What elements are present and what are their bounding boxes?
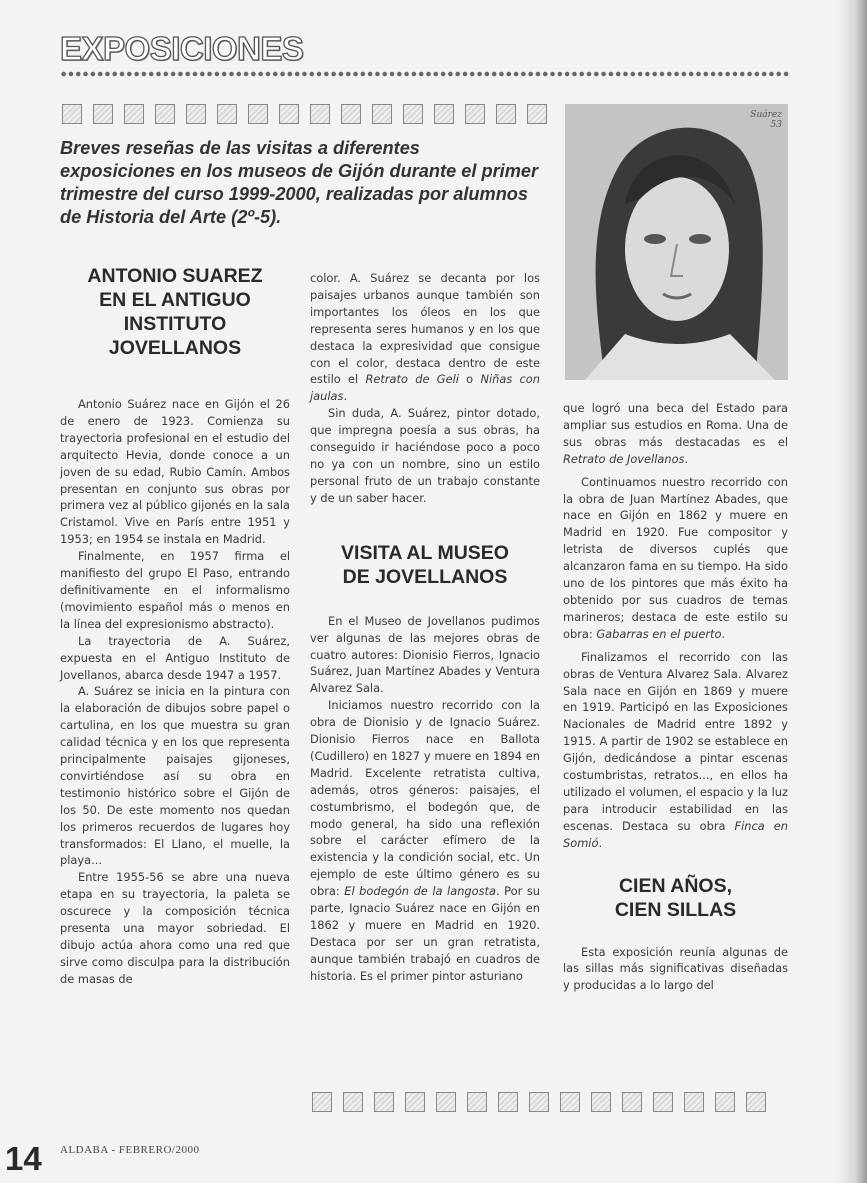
page-edge-shadow: [837, 0, 867, 1183]
portrait-painting: [565, 104, 788, 380]
article1-paragraph: Finalmente, en 1957 firma el manifiesto del grupo El Paso, entrando definitivamente en el informalismo (movimiento español más o menos en la línea del expresionismo abstracto).: [60, 549, 290, 631]
article2-paragraph: Finalizamos el recorrido con las obras de Ventura Alvarez Sala. Alvarez Sala nace en Gijón en 1869 y muere en 1919. Participó en las Exposiciones Nacionales de Madrid entre 1892 y 1915. A partir de 1902 se establece en Gijón, dedicándose a pintar escenas costumbristas, retratos..., en ellos ha utilizado el volumen, el espacio y la luz para introducir estabilidad en las escenas. Destaca su obra Finca en Somió.: [563, 649, 788, 850]
article1-paragraph: A. Suárez se inicia en la pintura con la elaboración de dibujos sobre papel o cartulina, en los que muestra su gran calidad técnica y en los que representa principalmente paisajes gijoneses, convirtiéndose así su obra en testimonio histórico sobre el Gijón de los 50. De este momento nos quedan los primeros recuerdos de lugares hoy transformados: El Llano, el muelle, la playa...: [60, 684, 290, 868]
article1-paragraph: Antonio Suárez nace en Gijón el 26 de enero de 1923. Comienza su trayectoria profesional en el estudio del arquitecto Hevia, donde conoce a un joven de su edad, Rubio Camín. Ambos presentan en conjunto sus obras por primera vez al público gijonés en la sala Cristamol. Vive en París entre 1951 y 1953; en 1954 se instala en Madrid.: [60, 397, 290, 547]
column-3: [563, 400, 788, 994]
article1-paragraph: Entre 1955-56 se abre una nueva etapa en su trayectoria, la paleta se oscurece y la composición técnica presenta una mayor sobriedad. El dibujo actúa ahora como una red que sirve como disculpa para la distribución de masas de: [60, 870, 290, 986]
article1-paragraph: Sin duda, A. Suárez, pintor dotado, que impregna poesía a sus obras, ha conseguido ir haciéndose poco a poco no ya con un nombre, sino un estilo personal fruto de un trabajo constante y de un saber hacer.: [310, 406, 540, 505]
intro-text: Breves reseñas de las visitas a diferentes exposiciones en los museos de Gijón durante el primer trimestre del curso 1999-2000, realizadas por alumnos de Historia del Arte (2º-5).: [60, 138, 539, 227]
article1-paragraph: La trayectoria de A. Suárez, expuesta en el Antiguo Instituto de Jovellanos, abarca desde 1947 a 1957.: [60, 633, 290, 682]
footer-publication: ALDABA - FEBRERO/2000: [60, 1144, 200, 1156]
article2-title: VISITA AL MUSEO DE JOVELLANOS: [341, 541, 509, 588]
article2-paragraph: que logró una beca del Estado para ampliar sus estudios en Roma. Una de sus obras más destacadas es el Retrato de Jovellanos.: [563, 401, 788, 466]
article3-title: CIEN AÑOS, CIEN SILLAS: [614, 874, 737, 921]
article3-paragraph: Esta exposición reunía algunas de las sillas más significativas diseñadas y producidas a lo largo del: [563, 944, 788, 993]
column-1: [60, 264, 290, 988]
dotted-rule: [60, 68, 790, 80]
page-number: 14: [5, 1140, 42, 1177]
column-2: [310, 270, 540, 985]
decorative-squares-top: [62, 104, 558, 124]
article2-paragraph: Iniciamos nuestro recorrido con la obra de Dionisio y de Ignacio Suárez. Dionisio Fierros nace en Ballota (Cudillero) en 1827 y muere en 1894 en Madrid. Excelente retratista cultiva, además, otros géneros: paisajes, el costumbrismo, el bodegón que, de modo general, ha sido una reflexión sobre el carácter efímero de la existencia y la condición social, etc. Un ejemplo de este último género es su obra: El bodegón de la langosta. Por su parte, Ignacio Suárez nace en Gijón en 1862 y muere en Madrid en 1920. Destaca por ser un gran retratista, aunque también trabajó en cuadros de historia. Es el primer pintor asturiano: [310, 698, 540, 983]
article1-paragraph: color. A. Suárez se decanta por los paisajes urbanos aunque también son importantes los óleos en los que representa seres humanos y en los que destaca la expresividad que consigue con el color, destaca dentro de este estilo el Retrato de Geli o Niñas con jaulas.: [310, 271, 540, 404]
decorative-squares-bottom: [312, 1092, 777, 1112]
painting-signature: Suárez 53: [750, 110, 782, 130]
article2-paragraph: En el Museo de Jovellanos pudimos ver algunas de las mejores obras de cuatro autores: Dionisio Fierros, Ignacio Suárez, Juan Martínez Abades y Ventura Alvarez Sala.: [310, 613, 540, 696]
article1-title: ANTONIO SUAREZ EN EL ANTIGUO INSTITUTO JOVELLANOS: [87, 265, 263, 359]
section-title: EXPOSICIONES: [60, 30, 304, 67]
article2-paragraph: Continuamos nuestro recorrido con la obra de Juan Martínez Abades, que nace en Gijón en 1862 y muere en Madrid en 1920. Fue compositor y letrista de diversos cuplés que alcanzaron fama en su tiempo. Ha sido uno de los pintores que más éxito ha obtenido por sus cuadros de temas marineros; destaca de este estilo su obra: Gabarras en el puerto.: [563, 474, 788, 641]
